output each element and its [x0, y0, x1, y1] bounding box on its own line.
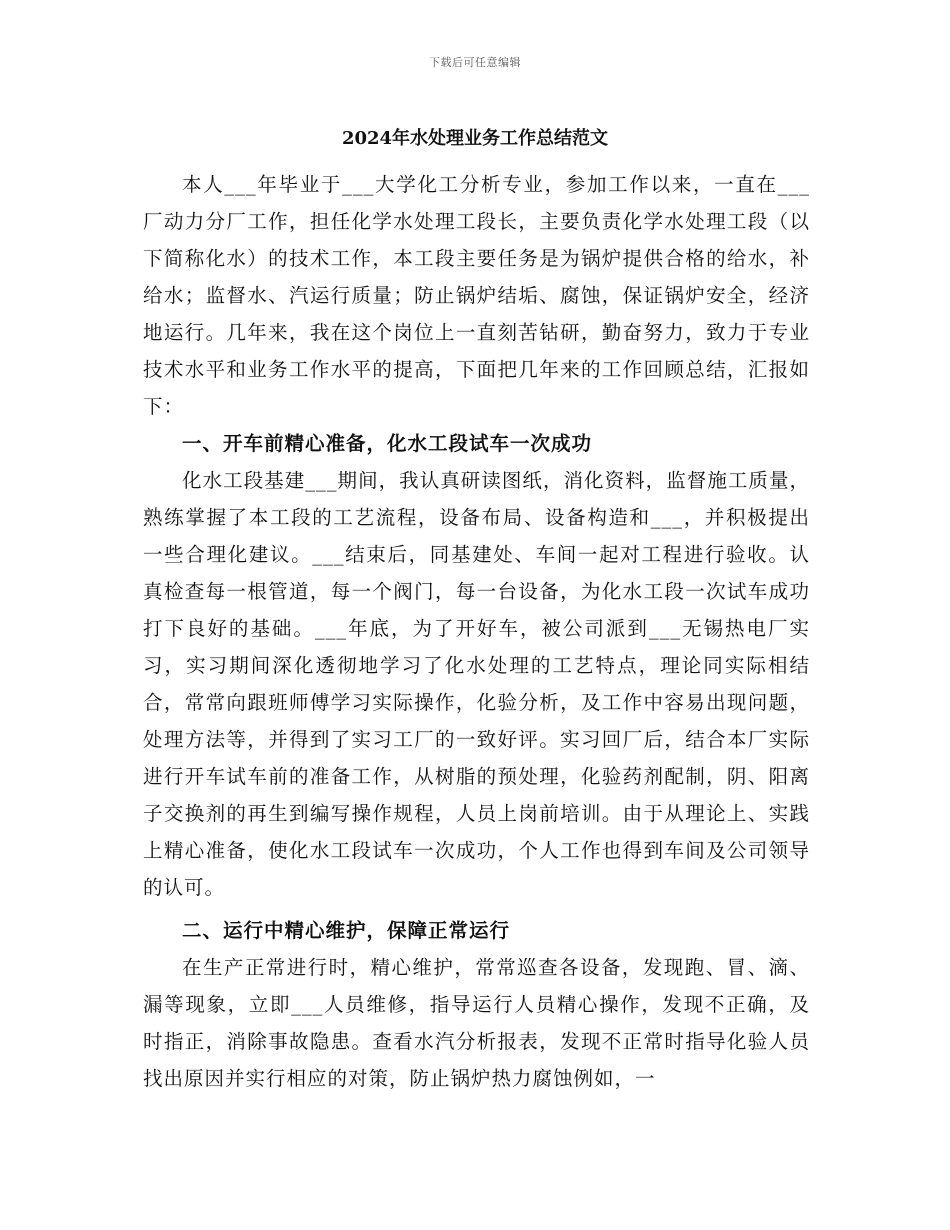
- document-body: [143, 166, 810, 1097]
- header-note: 下载后可任意编辑: [429, 56, 521, 69]
- section-paragraph: 化水工段基建___期间，我认真研读图纸，消化资料，监督施工质量，熟练掌握了本工段的工艺流程，设备布局、设备构造和___，并积极提出一些合理化建议。___结束后，同基建处、车间一起对工程进行验收。认真检查每一根管道，每一个阀门，每一台设备，为化水工段一次试车成功打下良好的基础。___年底，为了开好车，被公司派到___无锡热电厂实习，实习期间深化透彻地学习了化水处理的工艺特点，理论同实际相结合，常常向跟班师傅学习实际操作，化验分析，及工作中容易出现问题，处理方法等，并得到了实习工厂的一致好评。实习回厂后，结合本厂实际进行开车试车前的准备工作，从树脂的预处理，化验药剂配制，阴、阳离子交换剂的再生到编写操作规程，人员上岗前培训。由于从理论上、实践上精心准备，使化水工段试车一次成功，个人工作也得到车间及公司领导的认可。: [143, 469, 810, 899]
- section-paragraph: 在生产正常进行时，精心维护，常常巡查各设备，发现跑、冒、滴、漏等现象，立即___人员维修，指导运行人员精心操作，发现不正确，及时指正，消除事故隐患。查看水汽分析报表，发现不正常时指导化验人员找出原因并实行相应的对策，防止锅炉热力腐蚀例如，一: [143, 956, 810, 1090]
- intro-paragraph: 本人___年毕业于___大学化工分析专业，参加工作以来，一直在___厂动力分厂工作，担任化学水处理工段长，主要负责化学水处理工段（以下简称化水）的技术工作，本工段主要任务是为锅炉提供合格的给水，补给水；监督水、汽运行质量；防止锅炉结垢、腐蚀，保证锅炉安全，经济地运行。几年来，我在这个岗位上一直刻苦钻研，勤奋努力，致力于专业技术水平和业务工作水平的提高，下面把几年来的工作回顾总结，汇报如下：: [143, 173, 810, 418]
- section-heading: 二、运行中精心维护，保障正常运行: [182, 919, 511, 942]
- section-heading: 一、开车前精心准备，化水工段试车一次成功: [182, 432, 593, 455]
- document-title: 2024年水处理业务工作总结范文: [341, 128, 609, 149]
